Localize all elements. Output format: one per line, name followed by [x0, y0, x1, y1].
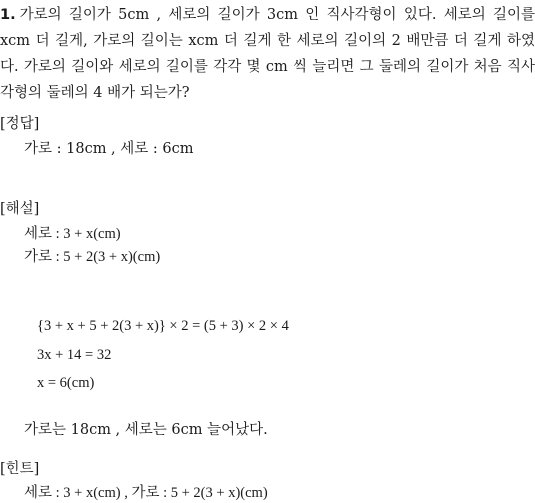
question-number: 1.	[0, 7, 16, 23]
answer-text: 가로 : 18cm , 세로 : 6cm	[24, 141, 194, 157]
question-text: 가로의 길이가 5cm , 세로의 길이가 3cm 인 직사각형이 있다. 세로의 길이를 xcm 더 길게, 가로의 길이는 xcm 더 길게 한 세로의 길이의 2 배만큼 더 길게 하였다. 가로의 길이와 세로의 길이를 각각 몇 cm 씩 늘리면 그 둘레의 길이가 처음 직사각형의 둘레의 4 배가 되는가?	[0, 7, 535, 101]
explanation-line-width: 가로 : 5 + 2(3 + x)(cm)	[24, 249, 161, 265]
hint-text: 세로 : 3 + x(cm) , 가로 : 5 + 2(3 + x)(cm)	[24, 485, 268, 501]
equation-simplified: 3x + 14 = 32	[37, 347, 112, 363]
explanation-label: [해설]	[0, 201, 40, 217]
equation-perimeter: {3 + x + 5 + 2(3 + x)} × 2 = (5 + 3) × 2 × 4	[37, 318, 289, 334]
question-block	[0, 2, 535, 106]
answer-label: [정답]	[0, 116, 40, 132]
explanation-line-height: 세로 : 3 + x(cm)	[24, 226, 121, 242]
equation-solution: x = 6(cm)	[37, 375, 95, 391]
explanation-conclusion: 가로는 18cm , 세로는 6cm 늘어났다.	[24, 422, 268, 438]
hint-label: [힌트]	[0, 461, 40, 477]
